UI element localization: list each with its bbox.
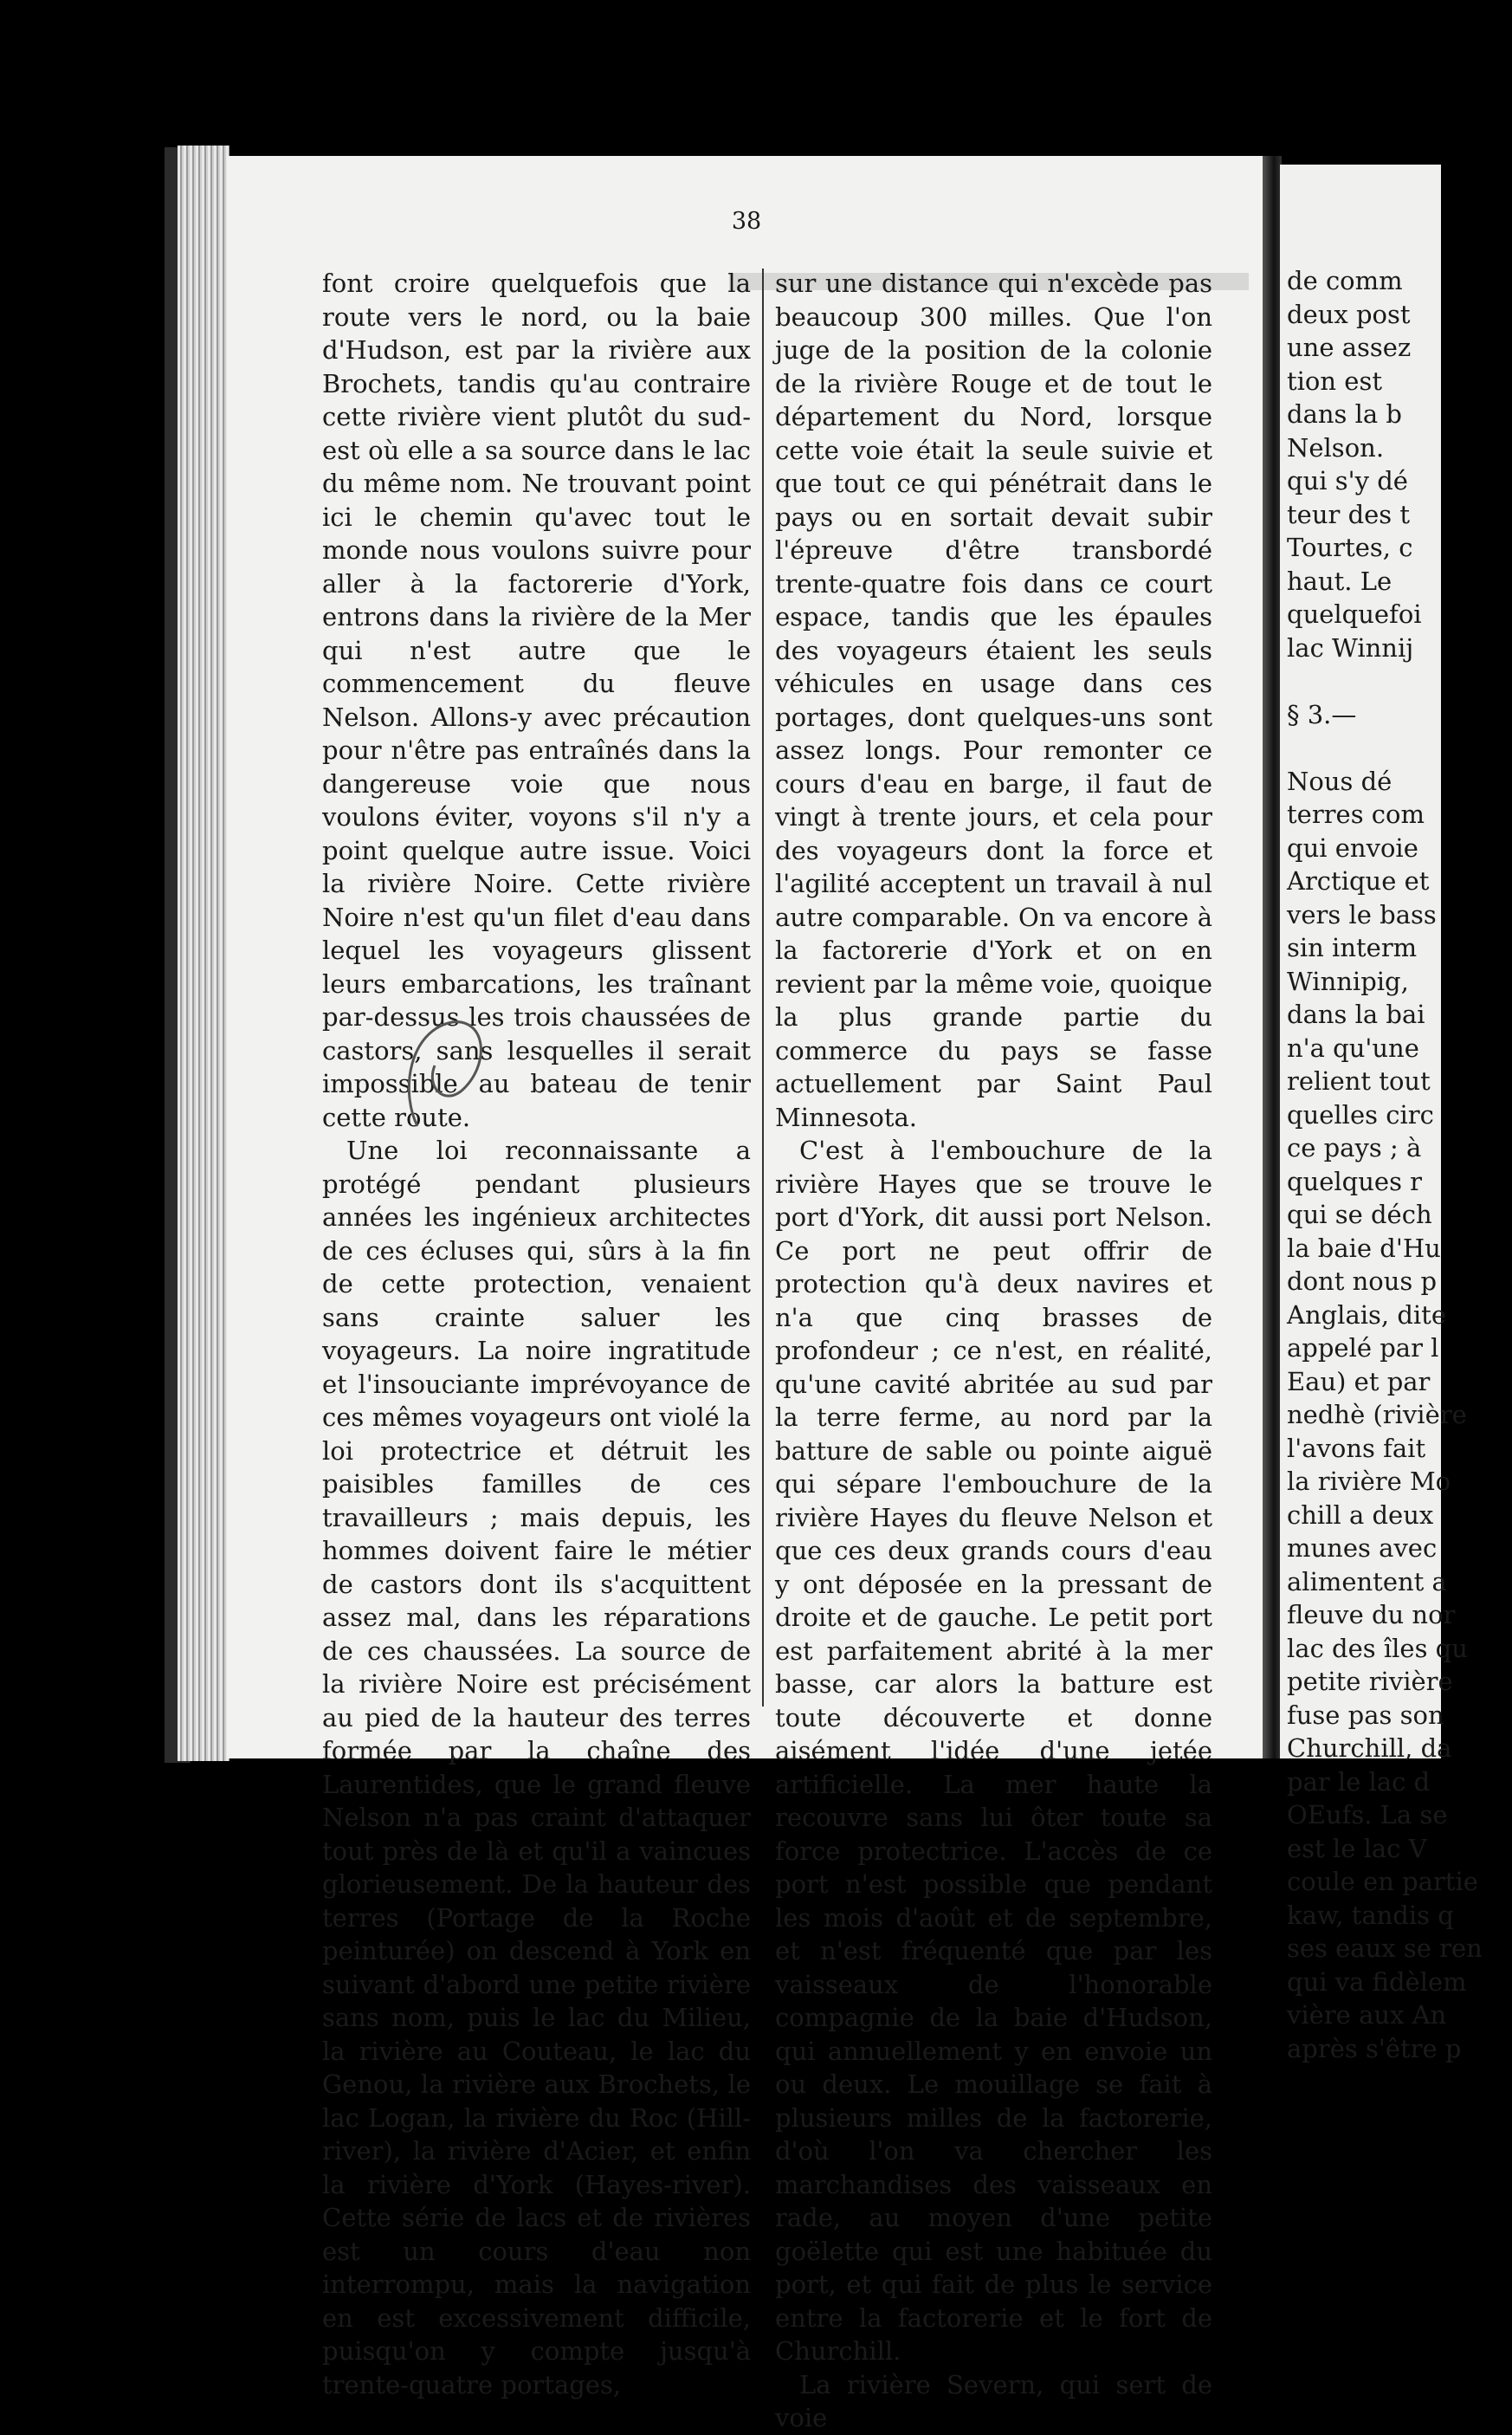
fragment-line: terres com <box>1287 800 1425 829</box>
book-gutter <box>1263 156 1282 1758</box>
fragment-line: § 3.— <box>1287 699 1357 729</box>
fragment-line: OEufs. La se <box>1287 1800 1448 1829</box>
fragment-line: nedhè (rivière <box>1287 1400 1467 1429</box>
fragment-line: quelquefoi <box>1287 599 1422 629</box>
fragment-line: dans la bai <box>1287 1000 1425 1029</box>
paragraph: font croire quelquefois que la route vers le nord, ou la baie d'Hudson, est par la rivière aux Brochets, tandis qu'au contraire cette rivière vient plutôt du sud-est où elle a sa source dans le lac du même nom. Ne trouvant point ici le chemin qu'avec tout le monde nous voulons suivre pour aller à la factorerie d'York, entrons dans la rivière de la Mer qui n'est autre que le commencement du fleuve Nelson. Allons-y avec précaution pour n'être pas entraînés dans la dangereuse voie que nous voulons éviter, voyons s'il n'y a point quelque autre issue. Voici la rivière Noire. Cette rivière Noire n'est qu'un filet d'eau dans lequel les voyageurs glissent leurs embarcations, les traînant par-dessus les trois chaussées de castors, sans lesquelles il serait impossible au bateau de tenir cette route. <box>322 269 751 1132</box>
fragment-line: quelles circ <box>1287 1099 1434 1130</box>
fragment-line: dans la b <box>1287 399 1402 429</box>
fragment-line: kaw, tandis q <box>1287 1900 1454 1930</box>
fragment-line: alimentent a <box>1287 1566 1447 1596</box>
fragment-line: est le lac V <box>1287 1833 1427 1863</box>
fragment-line: Anglais, dite <box>1287 1299 1446 1330</box>
left-page <box>227 156 1266 2432</box>
fragment-line: fuse pas son <box>1287 1700 1444 1730</box>
fragment-line: vers le bass <box>1287 899 1437 929</box>
fragment-line: petite rivière <box>1287 1667 1453 1696</box>
fragment-line: munes avec <box>1287 1533 1438 1563</box>
paragraph: Une loi reconnaissante a protégé pendant plusieurs années les ingénieux architectes de ces écluses qui, sûrs à la fin de cette protection, venaient sans crainte saluer les voyageurs. La noire ingratitude et l'insouciante imprévoyance de ces mêmes voyageurs ont violé la loi protectrice et détruit les paisibles familles de ces travailleurs ; mais depuis, les hommes doivent faire le métier de castors dont ils s'acquittent assez mal, dans les réparations de ces chaussées. La source de la rivière Noire est précisément au pied de la hauteur des terres formée par la chaîne des Laurentides, que le grand fleuve Nelson n'a pas craint d'attaquer tout près de là et qu'il a vaincues glorieusement. De la hauteur des terres (Portage de la Roche peinturée) on descend à York en suivant d'abord une petite rivière sans nom, puis le lac du Milieu, la rivière au Couteau, le lac du Genou, la rivière aux Brochets, le lac Logan, la rivière du Roc (Hill-river), la rivière d'Acier, et enfin la rivière d'York (Hayes-river). Cette série de lacs et de rivières est un cours d'eau non interrompu, mais la navigation en est excessivement difficile, puisqu'on y compte jusqu'à trente-quatre portages, <box>322 1136 751 2399</box>
fragment-line: une assez <box>1287 333 1412 362</box>
fragment-line: qui envoie <box>1287 832 1418 863</box>
fragment-line: lac Winnij <box>1287 632 1414 663</box>
fragment-line: chill a deux <box>1287 1499 1434 1530</box>
fragment-line: Nelson. <box>1287 432 1385 463</box>
fragment-line: après s'être p <box>1287 2033 1462 2063</box>
fragment-line: qui va fidèlem <box>1287 1966 1467 1997</box>
fragment-line: qui s'y dé <box>1287 466 1408 495</box>
paragraph: La rivière Severn, qui sert de voie <box>775 2369 1212 2432</box>
fragment-line: Tourtes, c <box>1287 533 1413 562</box>
fragment-line: la rivière Mo <box>1287 1467 1451 1496</box>
fragment-line: ce pays ; à <box>1287 1133 1422 1162</box>
paragraph: sur une distance qui n'excède pas beaucoup 300 milles. Que l'on juge de la position de la colonie de la rivière Rouge et de tout le département du Nord, lorsque cette voie était la seule suivie et que tout ce qui pénétrait dans le pays ou en sortait devait subir l'épreuve d'être transbordé trente-quatre fois dans ce court espace, tandis que les épaules des voyageurs étaient les seuls véhicules en usage dans ces portages, dont quelques-uns sont assez longs. Pour remonter ce cours d'eau en barge, il faut de vingt à trente jours, et cela pour des voyageurs dont la force et l'agilité acceptent un travail à nul autre comparable. On va encore à la factorerie d'York et on en revient par la même voie, quoique la plus grande partie du commerce du pays se fasse actuellement par Saint Paul Minnesota. <box>775 269 1212 1132</box>
next-page-text-lines <box>1287 264 1512 2065</box>
fragment-line: Nous dé <box>1287 766 1392 796</box>
fragment-line: deux post <box>1287 299 1411 329</box>
page-number: 38 <box>731 208 762 235</box>
fragment-line: par le lac d <box>1287 1766 1431 1797</box>
page-edges <box>178 146 229 1761</box>
fragment-line: coule en partie <box>1287 1867 1478 1896</box>
fragment-line: Churchill, da <box>1287 1733 1452 1763</box>
text-column-left <box>322 267 751 2401</box>
fragment-line: la baie d'Hu <box>1287 1233 1441 1263</box>
paragraph: C'est à l'embouchure de la rivière Hayes que se trouve le port d'York, dit aussi port Nelson. Ce port ne peut offrir de protection qu'à deux navires et n'a que cinq brasses de profondeur ; ce n'est, en réalité, qu'une cavité abritée au sud par la terre ferme, au nord par la batture de sable ou pointe aiguë qui sépare l'embouchure de la rivière Hayes du fleuve Nelson et que ces deux grands cours d'eau y ont déposée en la pressant de droite et de gauche. Le petit port est parfaitement abrité à la mer basse, car alors la batture est toute découverte et donne aisément l'idée d'une jetée artificielle. La mer haute la recouvre sans lui ôter toute sa force protectrice. L'accès de ce port n'est possible que pendant les mois d'août et de septembre, et n'est fréquenté que par les vaisseaux de l'honorable compagnie de la baie d'Hudson, qui annuellement y en envoie un ou deux. Le mouillage se fait à plusieurs milles de la factorerie, d'où l'on va chercher les marchandises des vaisseaux en rade, au moyen d'une petite goëlette qui est une habituée du port, et qui fait de plus le service entre la factorerie et le fort de Churchill. <box>775 1136 1212 2366</box>
column-divider <box>762 269 764 1706</box>
fragment-line: relient tout <box>1287 1066 1431 1096</box>
fragment-line: ses eaux se ren <box>1287 1933 1483 1963</box>
fragment-line: l'avons fait <box>1287 1433 1426 1463</box>
fragment-line: vière aux An <box>1287 2000 1447 2030</box>
fragment-line: appelé par l <box>1287 1333 1439 1363</box>
pencil-annotation-mark <box>400 1005 495 1152</box>
text-column-right <box>775 267 1212 2435</box>
fragment-line: lac des îles qu <box>1287 1633 1468 1663</box>
fragment-line: fleuve du nor <box>1287 1600 1456 1629</box>
fragment-line: qui se déch <box>1287 1200 1432 1229</box>
fragment-line: sin interm <box>1287 933 1418 962</box>
fragment-line: quelques r <box>1287 1166 1423 1196</box>
fragment-line: de comm <box>1287 266 1403 295</box>
fragment-line: n'a qu'une <box>1287 1033 1419 1063</box>
fragment-line: haut. Le <box>1287 566 1392 596</box>
fragment-line: Arctique et <box>1287 866 1430 896</box>
fragment-line: dont nous p <box>1287 1266 1438 1296</box>
fragment-line: Winnipig, <box>1287 966 1409 996</box>
fragment-line: Eau) et par <box>1287 1366 1431 1396</box>
fragment-line <box>1287 664 1512 698</box>
right-page-fragment <box>1280 165 1483 2063</box>
fragment-line: tion est <box>1287 366 1382 396</box>
fragment-line: teur des t <box>1287 499 1411 529</box>
fragment-line <box>1287 731 1512 765</box>
